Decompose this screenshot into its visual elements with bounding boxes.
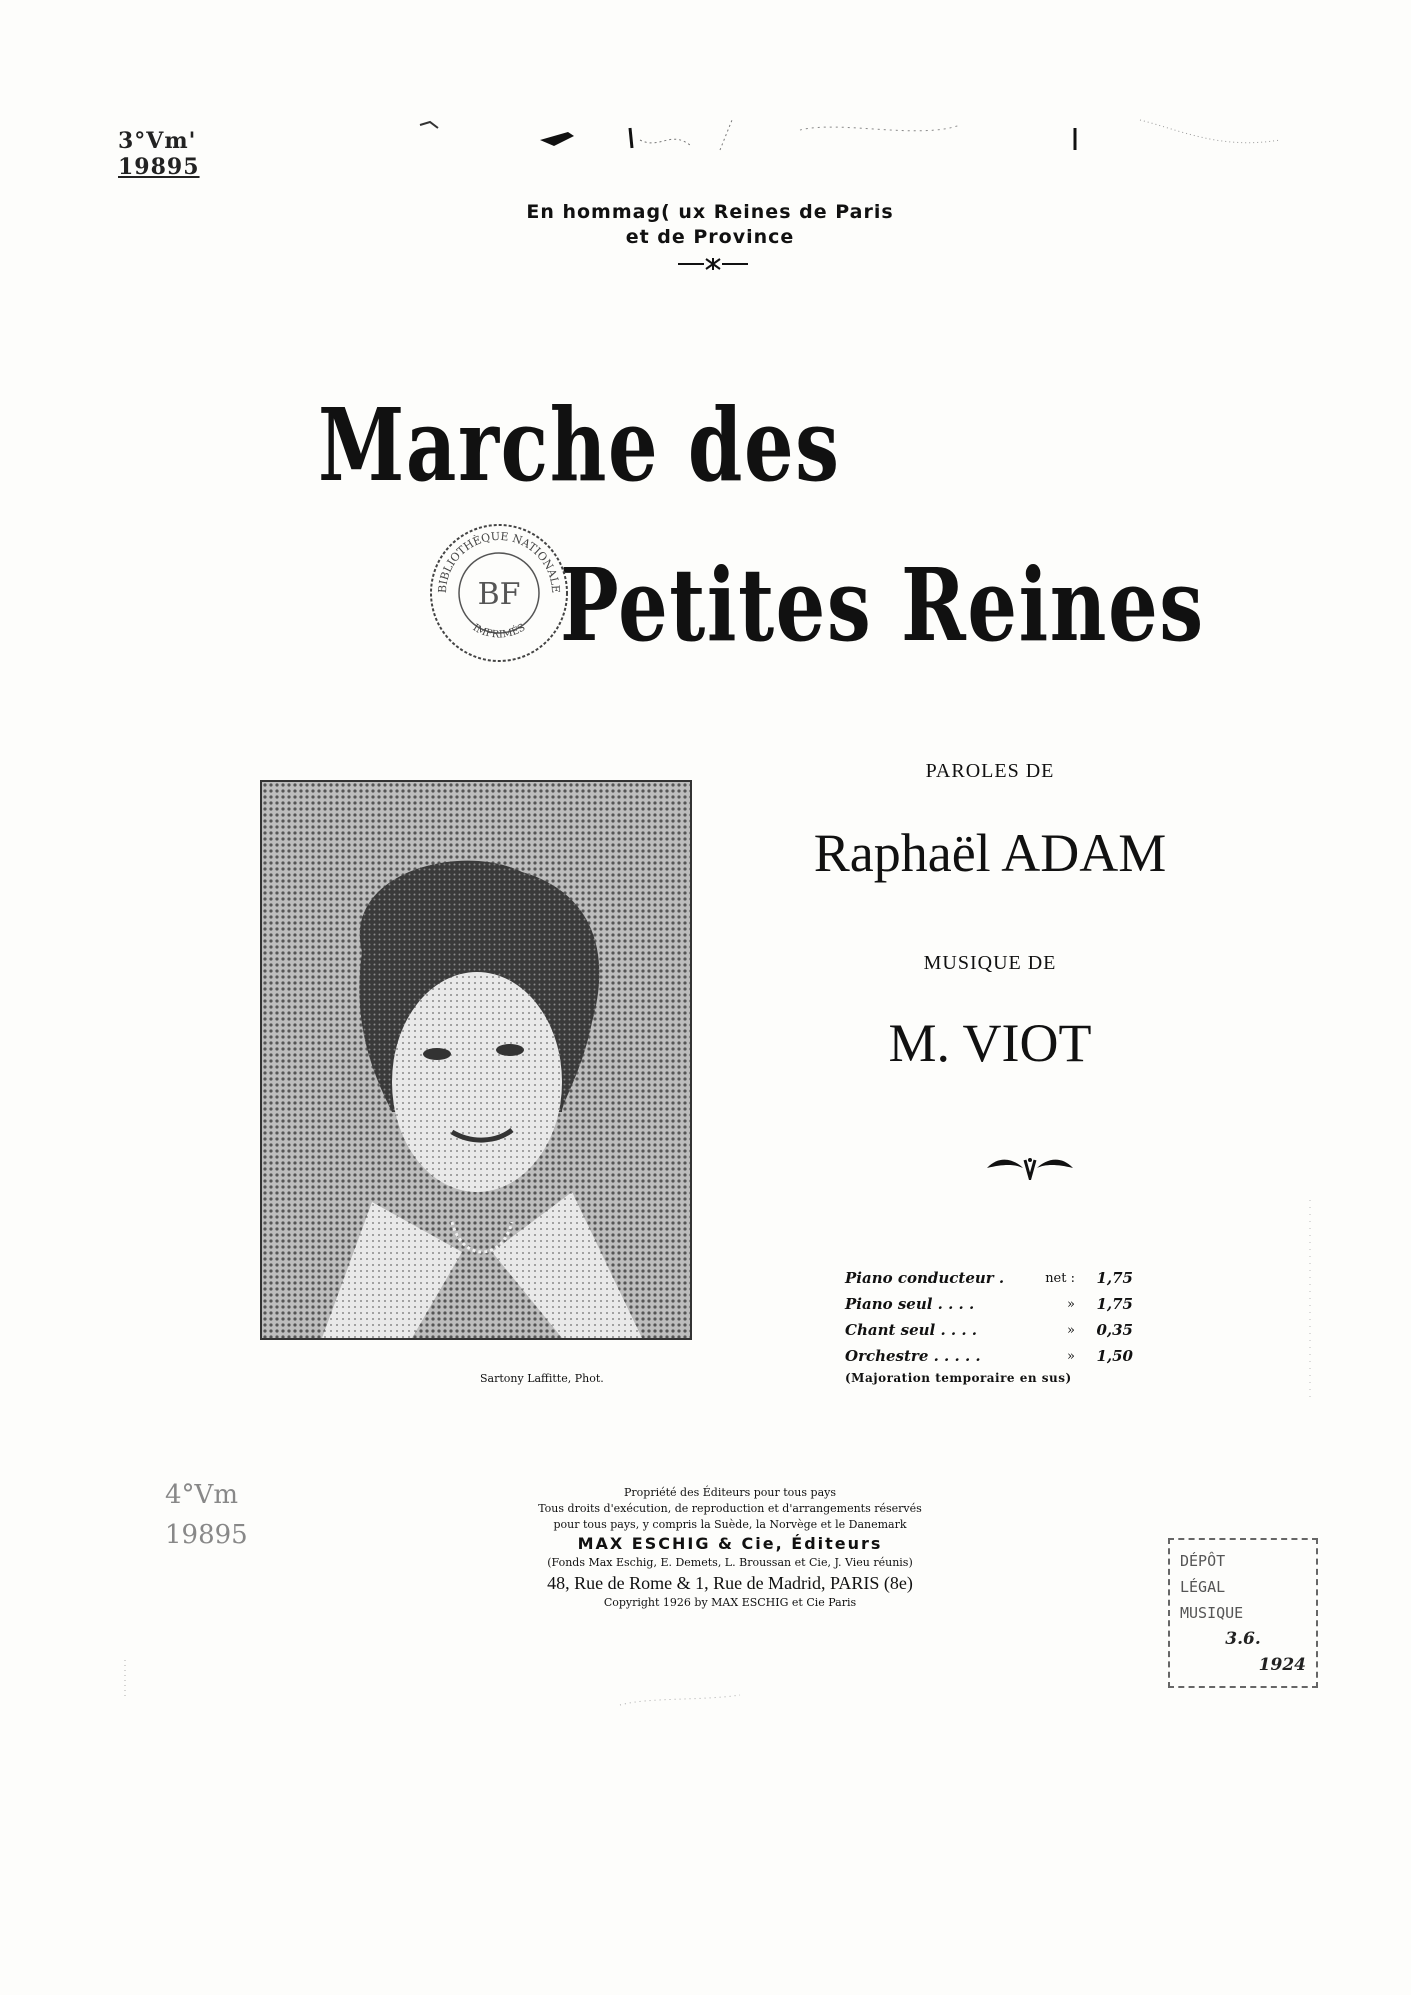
price-item-name: Orchestre — [845, 1347, 929, 1365]
publisher-name: MAX ESCHIG & Cie, Éditeurs — [577, 1534, 883, 1553]
price-item-dots: . — [998, 1269, 1005, 1287]
portrait-photo — [260, 780, 692, 1340]
svg-text:IMPRIMÉS — [471, 622, 528, 640]
price-item-dots: . . . . — [937, 1295, 975, 1313]
reg-stamp-number: 3.6. — [1225, 1629, 1261, 1649]
price-row — [845, 1343, 1145, 1369]
price-item-net: » — [1067, 1322, 1075, 1338]
stamp-bottom-text: IMPRIMÉS — [470, 622, 528, 641]
stamp-center-text: BF — [477, 577, 521, 612]
handwritten-line-2: 19895 — [165, 1520, 248, 1550]
price-row — [845, 1265, 1145, 1291]
price-list — [845, 1265, 1145, 1385]
price-item-net: net : — [1045, 1270, 1075, 1286]
music-label: MUSIQUE DE — [923, 952, 1057, 974]
shelfmark-line-1: 3°Vm' — [118, 128, 197, 154]
reg-stamp-line-2: LÉGAL — [1180, 1578, 1226, 1596]
imprint — [470, 1485, 990, 1611]
registration-stamp — [1168, 1538, 1318, 1688]
price-item-name: Piano seul — [845, 1295, 933, 1313]
portrait-image — [262, 782, 690, 1338]
title-line-2: Petites Reines — [560, 546, 1205, 664]
price-item-net: » — [1067, 1296, 1075, 1312]
handwritten-call-number — [165, 1475, 248, 1555]
imprint-line-3: pour tous pays, y compris la Suède, la Norvège et le Danemark — [553, 1518, 907, 1531]
price-item-value: 1,75 — [1096, 1269, 1133, 1287]
reg-stamp-line-3: MUSIQUE — [1180, 1604, 1244, 1622]
price-row — [845, 1291, 1145, 1317]
copyright-line: Copyright 1926 by MAX ESCHIG et Cie Paris — [603, 1596, 857, 1609]
fleuron-ornament — [985, 1150, 1075, 1180]
price-item-dots: . . . . — [940, 1321, 978, 1339]
stamp-top-text: BIBLIOTHÈQUE NATIONALE — [435, 529, 563, 594]
lyricist-name: Raphaël ADAM — [813, 823, 1167, 883]
price-item-value: 0,35 — [1096, 1321, 1133, 1339]
reg-stamp-line-1: DÉPÔT — [1180, 1552, 1226, 1570]
shelfmark-line-2: 19895 — [118, 154, 200, 180]
dedication — [420, 200, 1000, 250]
price-row — [845, 1317, 1145, 1343]
imprint-line-1: Propriété des Éditeurs pour tous pays — [624, 1486, 836, 1499]
dedication-divider-ornament — [678, 256, 748, 272]
handwritten-line-1: 4°Vm — [165, 1480, 238, 1510]
photo-credit: Sartony Laffitte, Phot. — [480, 1372, 604, 1385]
price-note: (Majoration temporaire en sus) — [845, 1371, 1072, 1385]
lyrics-label: PAROLES DE — [925, 760, 1055, 782]
price-item-name: Piano conducteur — [845, 1269, 994, 1287]
price-item-value: 1,75 — [1096, 1295, 1133, 1313]
publisher-address: 48, Rue de Rome & 1, Rue de Madrid, PARIS (8e) — [547, 1573, 913, 1593]
shelfmark — [118, 128, 200, 180]
price-item-name: Chant seul — [845, 1321, 936, 1339]
imprint-line-2: Tous droits d'exécution, de reproduction et d'arrangements réservés — [538, 1502, 922, 1515]
reg-stamp-year: 1924 — [1258, 1655, 1306, 1675]
price-item-dots: . . . . . — [933, 1347, 981, 1365]
price-item-value: 1,50 — [1096, 1347, 1133, 1365]
library-stamp — [426, 520, 572, 666]
price-item-net: » — [1067, 1348, 1075, 1364]
composer-name: M. VIOT — [888, 1013, 1092, 1073]
imprint-line-5: (Fonds Max Eschig, E. Demets, L. Broussan et Cie, J. Vieu réunis) — [547, 1556, 913, 1569]
dedication-line-1: En hommag( ux Reines de Paris — [526, 201, 894, 223]
dedication-line-2: et de Province — [625, 226, 795, 248]
title-line-1: Marche des — [318, 386, 841, 504]
